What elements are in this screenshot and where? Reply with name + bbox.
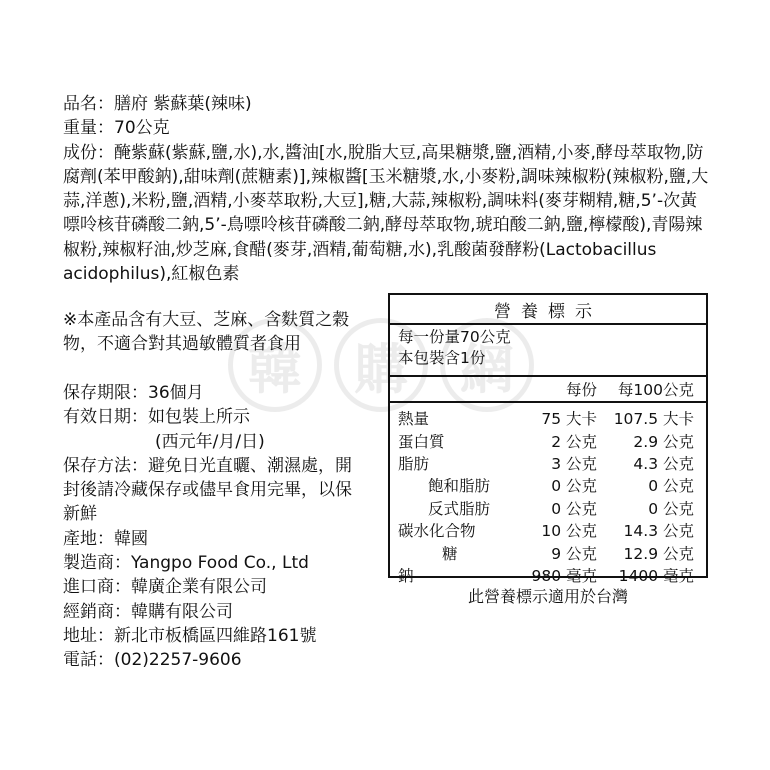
- nutrient-per-100g: 2.9 公克: [633, 432, 694, 451]
- nutrient-per-serving: 9 公克: [551, 544, 597, 563]
- nutrition-row: [390, 407, 706, 429]
- nutrient-per-serving: 10 公克: [541, 522, 597, 541]
- nutrition-row: [390, 429, 706, 451]
- col-per-100g: 每100公克: [617, 381, 694, 399]
- nutrition-row: [390, 564, 706, 586]
- nutrient-per-100g: 0 公克: [648, 477, 694, 496]
- shelf-life: 保存期限：36個月: [63, 383, 204, 403]
- address: 地址：新北市板橋區四維路161號: [63, 625, 317, 646]
- product-weight: 重量：70公克: [63, 118, 170, 139]
- nutrition-row: [390, 541, 706, 563]
- nutrition-header-row: [390, 377, 706, 403]
- expiry-format: (西元年/月/日): [155, 431, 265, 452]
- importer: 進口商：韓廣企業有限公司: [63, 577, 267, 598]
- nutrient-name: 脂肪: [398, 454, 430, 473]
- nutrient-per-100g: 0 公克: [648, 499, 694, 518]
- nutrient-per-100g: 14.3 公克: [623, 522, 694, 541]
- nutrient-per-100g: 12.9 公克: [623, 544, 694, 563]
- nutrient-per-100g: 107.5 大卡: [613, 410, 694, 429]
- nutrition-footnote: 此營養標示適用於台灣: [467, 587, 628, 606]
- nutrition-row: [390, 474, 706, 496]
- nutrient-per-serving: 75 大卡: [541, 410, 597, 429]
- ingredients-text: [63, 141, 711, 287]
- nutrient-name: 蛋白質: [398, 432, 445, 451]
- col-per-serving: 每份: [565, 381, 597, 399]
- nutrient-name: 碳水化合物: [398, 522, 476, 541]
- nutrient-per-serving: 2 公克: [551, 432, 597, 451]
- watermark-char-2: 購: [334, 318, 428, 412]
- product-label-top: [63, 92, 713, 286]
- watermark-char-1: 韓: [228, 318, 322, 412]
- nutrient-name: 熱量: [398, 410, 430, 429]
- nutrient-per-100g: 4.3 公克: [633, 454, 694, 473]
- watermark-char-3: 網: [440, 318, 534, 412]
- ingredients-body: 成份：醃紫蘇(紫蘇,鹽,水),水,醬油[水,脫脂大豆,高果糖漿,鹽,酒精,小麥,酵母萃取物,防腐劑(苯甲酸鈉),甜味劑(蔗糖素)],辣椒醬[玉米糖漿,水,小麥粉,調味辣椒粉(辣椒粉,鹽,大蒜,洋蔥),米粉,鹽,酒精,小麥萃取粉,大豆],糖,大蒜,辣椒粉,調味料(麥芽糊精,糖,5’-次黃嘌呤核苷磷酸二鈉,5’-鳥嘌呤核苷磷酸二鈉,酵母萃取物,琥珀酸二鈉,鹽,檸檬酸),青陽辣椒粉,辣椒籽油,炒芝麻,食醋(麥芽,酒精,葡萄糖,水),乳酸菌發酵粉(Lactobacillus acidophilus),紅椒色素: [63, 142, 709, 285]
- nutrient-name: 飽和脂肪: [428, 477, 491, 496]
- manufacturer: 製造商：Yangpo Food Co., Ltd: [63, 553, 309, 574]
- nutrition-row: [390, 497, 706, 519]
- nutrition-title: 營養標示: [390, 295, 706, 325]
- nutrient-name: 反式脂肪: [428, 499, 491, 518]
- nutrient-per-serving: 980 毫克: [531, 566, 597, 585]
- nutrition-row: [390, 519, 706, 541]
- nutrient-name: 糖: [442, 544, 458, 563]
- product-name: 品名：膳府 紫蘇葉(辣味): [63, 94, 252, 114]
- allergen-notice: ※本產品含有大豆、芝麻、含麩質之穀物，不適合對其過敏體質者食用: [63, 310, 350, 355]
- nutrient-per-serving: 3 公克: [551, 454, 597, 473]
- servings-per-package: 本包裝含1份: [398, 349, 486, 367]
- storage-method: 保存方法：避免日光直曬、潮濕處，開封後請冷藏保存或儘早食用完畢，以保新鮮: [63, 455, 352, 525]
- nutrition-table: [388, 293, 708, 585]
- distributor: 經銷商：韓購有限公司: [63, 601, 233, 622]
- phone: 電話：(02)2257-9606: [63, 650, 242, 671]
- nutrient-per-100g: 1400 毫克: [618, 566, 694, 585]
- allergen-block: [63, 308, 375, 357]
- expiry-date: 有效日期：如包裝上所示: [63, 407, 250, 428]
- nutrient-per-serving: 0 公克: [551, 499, 597, 518]
- nutrition-serving: [390, 325, 706, 377]
- label-details: [63, 381, 375, 673]
- nutrition-rows: [390, 403, 706, 586]
- serving-size: 每一份量70公克: [398, 328, 511, 346]
- nutrient-per-serving: 0 公克: [551, 477, 597, 496]
- nutrient-name: 鈉: [398, 566, 414, 585]
- origin: 產地：韓國: [63, 528, 148, 549]
- nutrition-row: [390, 452, 706, 474]
